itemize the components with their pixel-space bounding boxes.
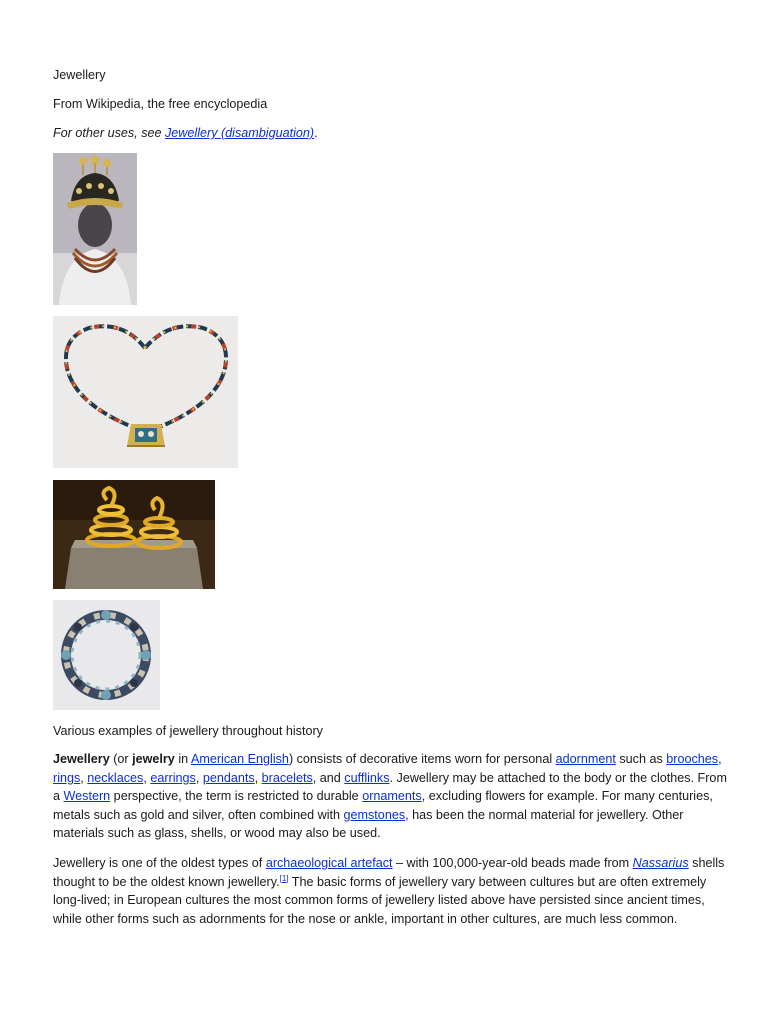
text: perspective, the term is restricted to durable [110,789,363,804]
article-title: Jewellery [53,68,106,82]
paragraph-history [53,854,728,928]
text: , excluding flowers for example. For many centuries, metals such as gold and silver, often combined with [53,789,713,822]
pendants-link[interactable]: pendants [202,770,255,785]
hatnote [53,124,318,142]
text: Jewellery is one of the oldest types of [53,856,266,870]
nassarius-link[interactable]: Nassarius [632,856,689,870]
text: , and [312,770,345,785]
text: , has been the normal material for jewellery. Other materials such as glass, shells, or wood may also be used. [53,807,684,841]
text: , [254,770,262,785]
hatnote-prefix: For other uses, see [53,126,165,140]
bracelets-image[interactable] [53,480,215,589]
text: (or [109,752,133,766]
brooches-link[interactable]: brooches [666,752,719,766]
hatnote-suffix: . [314,126,318,140]
bold-term-jewellery: Jewellery [53,752,110,766]
ornaments-link[interactable]: ornaments [362,789,422,804]
gallery-caption: Various examples of jewellery throughout history [53,724,323,738]
text: . Jewellery may be attached to the body or the clothes. From a [53,770,727,804]
text: , [718,752,722,766]
text: , [143,770,151,785]
paragraph-definition [53,750,728,843]
western-link[interactable]: Western [63,789,111,804]
bracelets-link[interactable]: bracelets [261,770,313,785]
rings-link[interactable]: rings [53,770,81,785]
necklace-image[interactable] [53,316,238,468]
gemstones-link[interactable]: gemstones [343,807,406,822]
text: , [195,770,203,785]
text: such as [615,752,667,766]
reference-1-link[interactable]: [1] [279,873,289,883]
cufflinks-link[interactable]: cufflinks [344,770,390,785]
earrings-link[interactable]: earrings [150,770,196,785]
collar-image[interactable] [53,600,160,710]
disambiguation-link[interactable]: Jewellery (disambiguation) [165,126,315,140]
american-english-link[interactable]: American English [190,752,289,766]
necklaces-link[interactable]: necklaces [87,770,144,785]
article-tagline: From Wikipedia, the free encyclopedia [53,97,268,111]
adornment-link[interactable]: adornment [555,752,616,766]
text: shells thought to be the oldest known jewellery. [53,856,725,889]
text: The basic forms of jewellery vary between cultures but are often extremely long-lived; in European cultures the most common forms of jewellery listed above have persisted since ancient times, while other forms such as adornments for the nose or ankle, important in other cultures, are much less common. [53,874,707,926]
archaeological-artefact-link[interactable]: archaeological artefact [265,856,393,870]
headdress-image[interactable] [53,153,137,305]
bold-term-jewelry: jewelry [132,752,175,766]
text: , [80,770,88,785]
text: – with 100,000-year-old beads made from [392,856,633,870]
text: ) consists of decorative items worn for personal [288,752,556,766]
text: in [174,752,191,766]
